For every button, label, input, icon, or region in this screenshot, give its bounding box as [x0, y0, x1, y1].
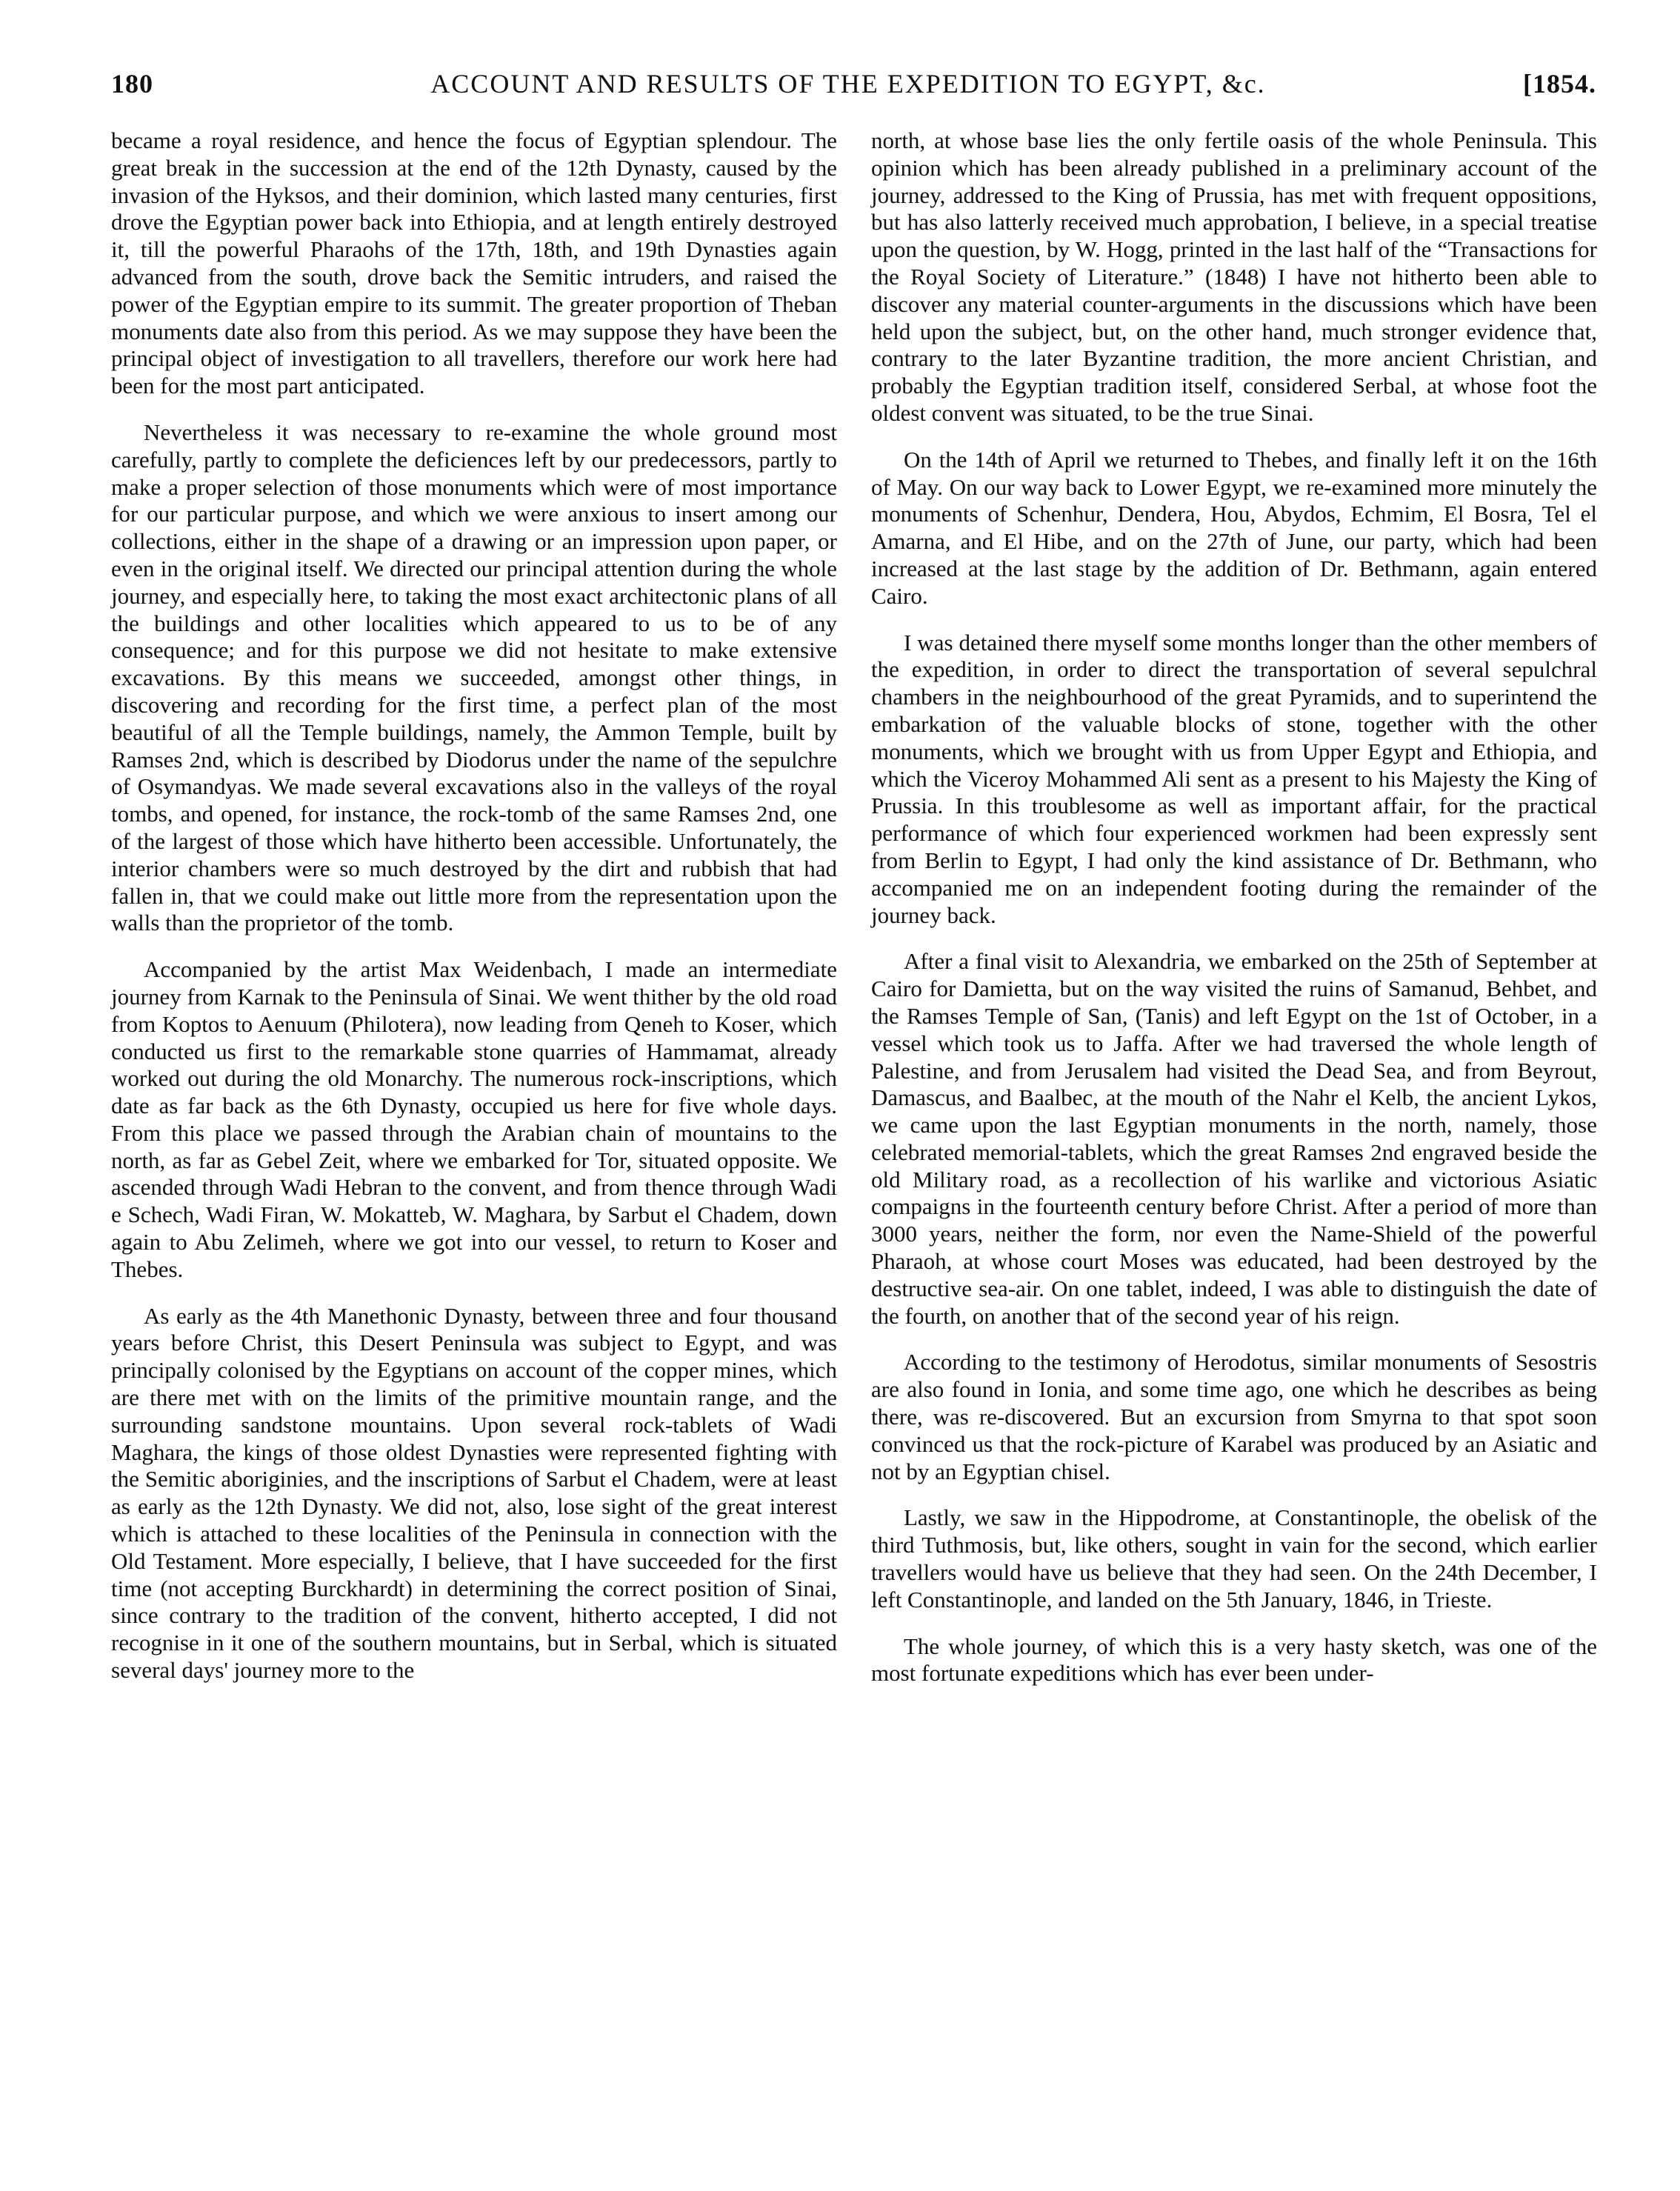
running-title: ACCOUNT AND RESULTS OF THE EXPEDITION TO EGYPT, &c.	[430, 69, 1266, 99]
paragraph: As early as the 4th Manethonic Dynasty, between three and four thousand years before Christ, this Desert Peninsula was subject to Egypt, and was principally colonised by the Egyptians on account of the copper mines, which are there met with on the limits of the primitive mountain range, and the surrounding sandstone mountains. Upon several rock-tablets of Wadi Maghara, the kings of those oldest Dynasties were represented fighting with the Semitic aboriginies, and the inscriptions of Sarbut el Chadem, were at least as early as the 12th Dynasty. We did not, also, lose sight of the great interest which is attached to these localities of the Peninsula in connection with the Old Testament. More especially, I believe, that I have succeeded for the first time (not accepting Burckhardt) in determining the correct position of Sinai, since contrary to the tradition of the convent, hitherto accepted, I did not recognise in it one of the southern mountains, but in Serbal, which is situated several days' journey more to the	[111, 1302, 837, 1684]
header-year: [1854.	[1523, 69, 1596, 99]
right-column	[871, 127, 1597, 1687]
paragraph: On the 14th of April we returned to Thebes, and finally left it on the 16th of May. On our way back to Lower Egypt, we re-examined more minutely the monuments of Schenhur, Dendera, Hou, Abydos, Echmim, El Bosra, Tel el Amarna, and El Hibe, and on the 27th of June, our party, which had been increased at the last stage by the addition of Dr. Bethmann, again entered Cairo.	[871, 446, 1597, 609]
paragraph: After a final visit to Alexandria, we embarked on the 25th of September at Cairo for Damietta, but on the way visited the ruins of Samanud, Behbet, and the Ramses Temple of San, (Tanis) and left Egypt on the 1st of October, in a vessel which took us to Jaffa. After we had traversed the whole length of Palestine, and from Jerusalem had visited the Dead Sea, and from Beyrout, Damascus, and Baalbec, at the mouth of the Nahr el Kelb, the ancient Lykos, we came upon the last Egyptian monuments in the north, namely, those celebrated memorial-tablets, which the great Ramses 2nd engraved beside the old Military road, as a recollection of his warlike and victorious Asiatic compaigns in the fourteenth century before Christ. After a period of more than 3000 years, neither the form, nor even the Name-Shield of the powerful Pharaoh, at whose court Moses was educated, had been destroyed by the destructive sea-air. On one tablet, indeed, I was able to distinguish the date of the fourth, on another that of the second year of his reign.	[871, 948, 1597, 1329]
paragraph: Lastly, we saw in the Hippodrome, at Constantinople, the obelisk of the third Tuthmosis, but, like others, sought in vain for the second, which earlier travellers would have us believe that they had seen. On the 24th December, I left Constantinople, and landed on the 5th January, 1846, in Trieste.	[871, 1504, 1597, 1613]
paragraph: According to the testimony of Herodotus, similar monuments of Sesostris are also found in Ionia, and some time ago, one which he describes as being there, was re-discovered. But an excursion from Smyrna to that spot soon convinced us that the rock-picture of Karabel was produced by an Asiatic and not by an Egyptian chisel.	[871, 1349, 1597, 1484]
paragraph: I was detained there myself some months longer than the other members of the expedition, in order to direct the transportation of several sepulchral chambers in the neighbourhood of the great Pyramids, and to superintend the embarkation of the valuable blocks of stone, together with the other monuments, which we brought with us from Upper Egypt and Ethiopia, and which the Viceroy Mohammed Ali sent as a present to his Majesty the King of Prussia. In this troublesome as well as important affair, for the practical performance of which four experienced workmen had been expressly sent from Berlin to Egypt, I had only the kind assistance of Dr. Bethmann, who accompanied me on an independent footing during the remainder of the journey back.	[871, 629, 1597, 928]
paragraph: Nevertheless it was necessary to re-examine the whole ground most carefully, partly to complete the deficiences left by our predecessors, partly to make a proper selection of those monuments which were of most importance for our particular purpose, and which we were anxious to insert among our collections, either in the shape of a drawing or an impression upon paper, or even in the original itself. We directed our principal attention during the whole journey, and especially here, to taking the most exact architectonic plans of all the buildings and other localities which appeared to us to be of any consequence; and for this purpose we did not hesitate to make extensive excavations. By this means we succeeded, amongst other things, in discovering and recording for the first time, a perfect plan of the most beautiful of all the Temple buildings, namely, the Ammon Temple, built by Ramses 2nd, which is described by Diodorus under the name of the sepulchre of Osymandyas. We made several excavations also in the valleys of the royal tombs, and opened, for instance, the rock-tomb of the same Ramses 2nd, one of the largest of those which have hitherto been accessible. Unfortunately, the interior chambers were so much destroyed by the dirt and rubbish that had fallen in, that we could make out little more from the representation upon the walls than the proprietor of the tomb.	[111, 418, 837, 936]
paragraph: north, at whose base lies the only fertile oasis of the whole Peninsula. This opinion which has been already published in a preliminary account of the journey, addressed to the King of Prussia, has met with frequent oppositions, but has also latterly received much approbation, I believe, in a special treatise upon the question, by W. Hogg, printed in the last half of the “Transactions for the Royal Society of Literature.” (1848) I have not hitherto been able to discover any material counter-arguments in the discussions which have been held upon the subject, but, on the other hand, much stronger evidence that, contrary to the later Byzantine tradition, the more ancient Christian, and probably the Egyptian tradition itself, considered Serbal, at whose foot the oldest convent was situated, to be the true Sinai.	[871, 127, 1597, 426]
paragraph: Accompanied by the artist Max Weidenbach, I made an intermediate journey from Karnak to the Peninsula of Sinai. We went thither by the old road from Koptos to Aenuum (Philotera), now leading from Qeneh to Koser, which conducted us first to the remarkable stone quarries of Hammamat, already worked out during the old Monarchy. The numerous rock-inscriptions, which date as far back as the 6th Dynasty, occupied us here for five whole days. From this place we passed through the Arabian chain of mountains to the north, as far as Gebel Zeit, where we embarked for Tor, situated opposite. We ascended through Wadi Hebran to the convent, and from thence through Wadi e Schech, Wadi Firan, W. Mokatteb, W. Maghara, by Sarbut el Chadem, down again to Abu Zelimeh, where we got into our vessel, to return to Koser and Thebes.	[111, 956, 837, 1282]
left-column	[111, 127, 837, 1684]
paragraph: The whole journey, of which this is a very hasty sketch, was one of the most fortunate expeditions which has ever been under-	[871, 1633, 1597, 1687]
page-number: 180	[111, 69, 153, 99]
page-header	[111, 68, 1596, 110]
paragraph: became a royal residence, and hence the focus of Egyptian splendour. The great break in the succession at the end of the 12th Dynasty, caused by the invasion of the Hyksos, and their dominion, which lasted many centuries, first drove the Egyptian power back into Ethiopia, and at length entirely destroyed it, till the powerful Pharaohs of the 17th, 18th, and 19th Dynasties again advanced from the south, drove back the Semitic intruders, and raised the power of the Egyptian empire to its summit. The greater proportion of Theban monuments date also from this period. As we may suppose they have been the principal object of investigation to all travellers, therefore our work here had been for the most part anticipated.	[111, 127, 837, 399]
